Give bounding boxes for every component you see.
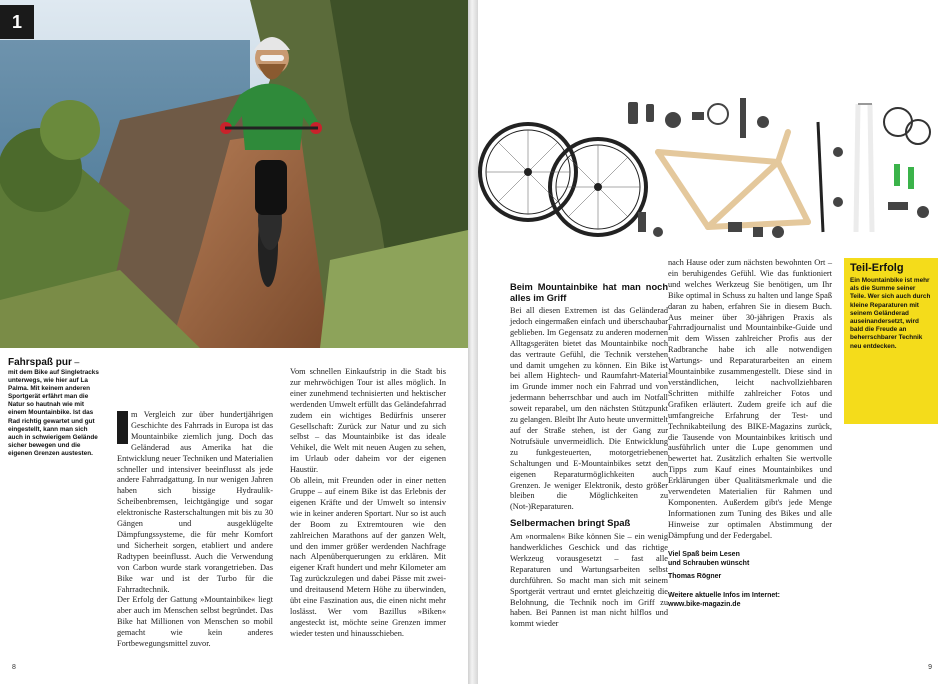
right-page: [478, 0, 946, 684]
bike-parts-illustration: [478, 92, 946, 250]
left-column-1: [117, 410, 273, 650]
chapter-badge: 1: [0, 5, 34, 39]
paragraph: Am »normalen« Bike können Sie – ein wenig handwerkliches Geschick und das richtige Werkzeug vorausgesetzt – fast alle Reparaturen und Wartungsarbeiten selbst durchführen. So macht man sich mit seinem Sportgerät vertraut und erntet gleichzeitig die Belohnung, die Technik noch im Griff zu haben. Bei Pannen ist man nicht hilflos und kommt wieder: [510, 532, 668, 629]
caption-title: Fahrspaß pur: [8, 357, 72, 368]
page-number-left: 8: [12, 664, 16, 671]
paragraph: nach Hause oder zum nächsten bewohnten Ort – ein beruhigendes Gefühl. Wie das funktioniert und welches Werkzeug Sie benötigen, um Ihr Bike optimal in Schuss zu halten und lange Spaß daran zu haben, erfahren Sie in diesem Buch. Aus meiner über 30-jährigen Praxis als Fahrradjournalist und Mountainbike-Guide und mit dem Wissen zahlreicher Profis aus der Radbranche habe ich alle notwendigen Wartungs- und Reparaturarbeiten an einem Mountainbike zusammengestellt. Diese sind in verständlichen, leicht nachvollziehbaren Schritten mithilfe zahlreicher Fotos und Grafiken erläutert. Zudem greife ich auf die umfangreiche Erfahrung der Test- und Technikabteilung des BIKE-Magazins zurück, die Tausende von Mountainbikes kritisch und ausführlich unter die Lupe genommen und bewertet hat. Zusätzlich erhalten Sie wertvolle Tipps zum Kauf eines Mountainbikes und Erklärungen über Qualitätsmerkmale und die verwendeten Materialien für Rahmen und Komponenten. Außerdem gibt's jede Menge Informationen zum Tuning des Bikes und alle Hinweise zur optimalen Abstimmung der Dämpfung und der Federgabel.: [668, 258, 832, 540]
sidebar-title: Teil-Erfolg: [850, 262, 904, 274]
paragraph: Bei all diesen Extremen ist das Geländerad jedoch eingermaßen einfach und überschaubar geblieben. Im Gegensatz zu anderen modernen Alltagsgeräten bietet das Mountainbike noch das vertraute Gefühl, die Technik verstehen und damit umgehen zu können. Ein Bike ist bei allem Hightech- und Raumfahrt-Material im Grunde immer noch ein Fahrrad und von jedermann beherrschbar und auch im Notfall soweit reparabel, um den nächsten Stützpunkt zu gelangen. Bleibt Ihr Auto heute unvermittelt auf der Straße stehen, ist der Gang zur Notrufsäule unvermeidlich. Die Entwicklung zu funkgesteuerten, motorgetriebenen Schaltungen und E-Mountainbikes setzt den eigenen Reparaturmöglichkeiten auch Grenzen. Je weniger Elektronik, desto größer bleiben die Möglichkeiten zu (Not-)Reparaturen.: [510, 306, 668, 512]
web-info-label: Weitere aktuelle Infos im Internet:: [668, 591, 780, 599]
rider-on-trail-image: [0, 0, 468, 348]
heading-mountainbike-im-griff: Beim Mountainbike hat man noch alles im Griff: [510, 282, 668, 303]
sign-off-line-1: Viel Spaß beim Lesen: [668, 550, 740, 558]
sidebar-body: Ein Mountainbike ist mehr als die Summe seiner Teile. Wer sich auch durch kleine Reparaturen mit seinem Geländerad auseinandersetzt, wird bald die Freude an beherrschbarer Technik neu entdecken.: [850, 277, 931, 350]
caption-body: mit dem Bike auf Singletracks unterwegs, wie hier auf La Palma. Mit keinem anderen Sportgerät erfährt man die Natur so hautnah wie mit einem Mountainbike. Ist das Rad richtig gewartet und gut eingestellt, kann man sich auch in schwierigem Gelände sicher bewegen und die eigenen Grenzen austesten.: [8, 369, 99, 457]
right-column-1: [510, 282, 668, 630]
caption-dash: –: [71, 357, 80, 367]
mountain-bike-photo: [0, 0, 468, 348]
left-column-2: [290, 367, 446, 640]
right-column-2: [668, 258, 832, 609]
paragraph: Vom schnellen Einkaufstrip in die Stadt bis zur mehrwöchigen Tour ist alles möglich. In einer zunehmend technisierten und hektischer werdenden Umwelt erfüllt das Geländefahrrad zudem ein wichtiges Bedürfnis unserer Gesellschaft: Zurück zur Natur und zu sich selbst – das Mountainbike ist das ideale Vehikel, die Welt mit neuen Augen zu sehen, im Urlaub oder daheim vor der eigenen Haustür.: [290, 367, 446, 475]
drop-cap: [117, 411, 128, 444]
book-gutter: [468, 0, 478, 684]
author-name: Thomas Rögner: [668, 572, 722, 580]
disassembled-bike-image: [478, 92, 946, 250]
paragraph: Der Erfolg der Gattung »Mountainbike« liegt aber auch im Menschen selbst begründet. Das Bike hat Millionen von Menschen so mobil gemacht wie kein anderes Fortbewegungsmittel zuvor.: [117, 595, 273, 649]
heading-selbermachen: Selbermachen bringt Spaß: [510, 518, 631, 530]
sidebar-box: [844, 258, 938, 424]
paragraph: Ob allein, mit Freunden oder in einer netten Gruppe – auf einem Bike ist das Erlebnis der eigenen Kräfte und der Umwelt so intensiv wie in keiner anderen Sportart. Nur so ist auch der Boom zu Extremtouren wie den zahlreichen Marathons auf der ganzen Welt, und den immer größer werdenden Nachfrage nach Alpenüberquerungen zu erklären. Mit eigener Kraft hundert und mehr Kilometer am Tag zurückzulegen und dabei Pässe mit zwei- und dreitausend Metern Höhe zu überwinden, übt eine Faszination aus, die einen nicht mehr loslässt. Wer vom Bazillus »Biken« angesteckt ist, möchte seine Grenzen immer wieder testen und hinausschieben.: [290, 476, 446, 638]
left-page: [0, 0, 468, 684]
photo-caption: [8, 356, 100, 458]
website-url: www.bike-magazin.de: [668, 600, 741, 608]
sign-off-line-2: und Schrauben wünscht: [668, 559, 750, 567]
intro-paragraph: m Vergleich zur über hundertjährigen Geschichte des Fahrrads in Europa ist das Mountainbike ziemlich jung. Doch das Geländerad aus Amerika hat die Entwicklung neuer Techniken und Materialien schneller und intensiver beeinflusst als jede andere Fahrradgattung. In nur wenigen Jahren haben sich bissige Hydraulik-Scheibenbremsen, leichtgängige und sogar elektronische Rasterschaltungen mit bis zu 30 Gängen und ausgeklügelte Dämpfungssysteme, die für mehr Komfort und Sicherheit sorgen, etabliert und andere Radtypen beeinflusst. Auch die Verwendung von Carbon wurde stark vorangetrieben. Das Bike war und ist der Turbo für die Fahrradtechnik.: [117, 410, 273, 594]
caption-title-line: [8, 356, 100, 369]
page-number-right: 9: [928, 664, 932, 671]
